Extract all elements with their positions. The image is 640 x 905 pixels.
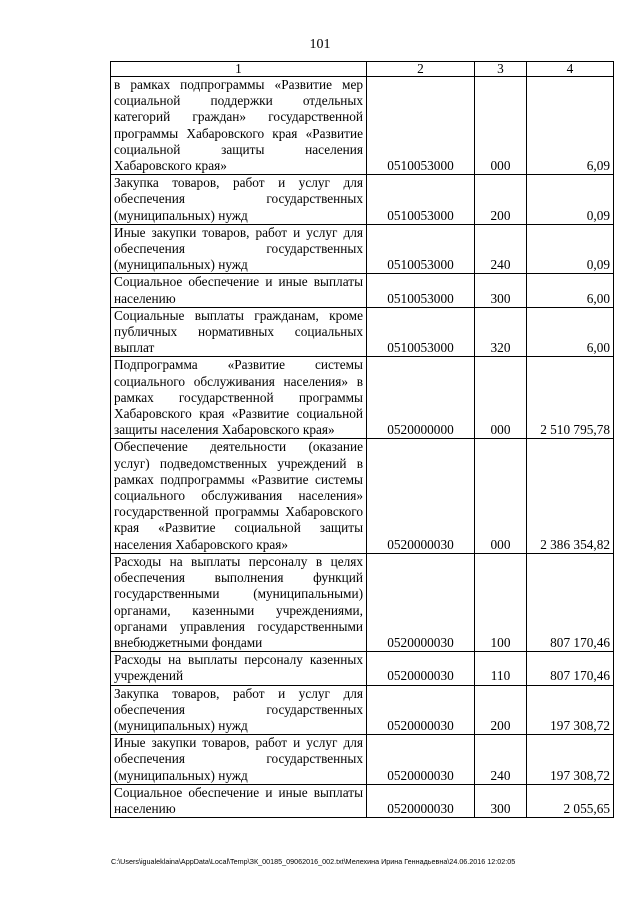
row-expense-type: 000: [475, 77, 527, 175]
row-description: Социальные выплаты гражданам, кроме публичных нормативных социальных выплат: [111, 307, 367, 357]
row-expense-type: 320: [475, 307, 527, 357]
row-target-code: 0520000000: [367, 357, 475, 439]
row-description: Закупка товаров, работ и услуг для обеспечения государственных (муниципальных) нужд: [111, 175, 367, 225]
table-row: [111, 439, 614, 553]
row-description: Обеспечение деятельности (оказание услуг) подведомственных учреждений в рамках подпрограммы «Развитие системы социального обслуживания населения» государственной программы Хабаровского края «Развитие социальной защиты населения Хабаровского края»: [111, 439, 367, 553]
row-description: Подпрограмма «Развитие системы социального обслуживания населения» в рамках государственной программы Хабаровского края «Развитие социальной защиты населения Хабаровского края»: [111, 357, 367, 439]
table-row: [111, 652, 614, 685]
row-amount: 197 308,72: [527, 685, 614, 735]
table-row: [111, 307, 614, 357]
row-amount: 0,09: [527, 224, 614, 274]
row-expense-type: 240: [475, 735, 527, 785]
column-header-1: 1: [111, 62, 367, 77]
row-expense-type: 110: [475, 652, 527, 685]
row-description: Расходы на выплаты персоналу в целях обеспечения выполнения функций государственными (муниципальными) органами, казенными учреждениями, органами управления государственными внебюджетными фондами: [111, 553, 367, 651]
row-description: Социальное обеспечение и иные выплаты населению: [111, 784, 367, 817]
row-target-code: 0520000030: [367, 553, 475, 651]
table-row: [111, 175, 614, 225]
header-row: [111, 62, 614, 77]
row-amount: 807 170,46: [527, 652, 614, 685]
row-expense-type: 200: [475, 175, 527, 225]
table-row: [111, 274, 614, 307]
page-number: 101: [309, 37, 331, 52]
row-amount: 2 510 795,78: [527, 357, 614, 439]
row-description: Социальное обеспечение и иные выплаты населению: [111, 274, 367, 307]
table-row: [111, 357, 614, 439]
budget-table: [110, 61, 614, 818]
row-description: в рамках подпрограммы «Развитие мер социальной поддержки отдельных категорий граждан» государственной программы Хабаровского края «Развитие социальной защиты населения Хабаровского края»: [111, 77, 367, 175]
row-amount: 807 170,46: [527, 553, 614, 651]
row-target-code: 0510053000: [367, 307, 475, 357]
row-amount: 2 386 354,82: [527, 439, 614, 553]
row-description: Иные закупки товаров, работ и услуг для обеспечения государственных (муниципальных) нужд: [111, 224, 367, 274]
row-target-code: 0510053000: [367, 224, 475, 274]
row-target-code: 0510053000: [367, 175, 475, 225]
row-amount: 6,00: [527, 307, 614, 357]
row-target-code: 0510053000: [367, 274, 475, 307]
row-description: Расходы на выплаты персоналу казенных учреждений: [111, 652, 367, 685]
table-row: [111, 77, 614, 175]
table-row: [111, 224, 614, 274]
row-expense-type: 300: [475, 784, 527, 817]
row-target-code: 0520000030: [367, 439, 475, 553]
row-amount: 0,09: [527, 175, 614, 225]
table-row: [111, 685, 614, 735]
column-header-3: 3: [475, 62, 527, 77]
row-amount: 197 308,72: [527, 735, 614, 785]
row-expense-type: 000: [475, 357, 527, 439]
table-row: [111, 784, 614, 817]
row-target-code: 0520000030: [367, 685, 475, 735]
row-description: Иные закупки товаров, работ и услуг для обеспечения государственных (муниципальных) нужд: [111, 735, 367, 785]
row-expense-type: 000: [475, 439, 527, 553]
row-expense-type: 100: [475, 553, 527, 651]
file-path-footer: C:\Users\igualeklaina\AppData\Local\Temp\ЗК_00185_09062016_002.txt\Мелехина Ирина Геннадьевна\24.06.2016 12:02:05: [111, 857, 516, 866]
row-expense-type: 240: [475, 224, 527, 274]
table-row: [111, 553, 614, 651]
row-amount: 6,00: [527, 274, 614, 307]
row-target-code: 0520000030: [367, 784, 475, 817]
row-target-code: 0510053000: [367, 77, 475, 175]
row-description: Закупка товаров, работ и услуг для обеспечения государственных (муниципальных) нужд: [111, 685, 367, 735]
table-row: [111, 735, 614, 785]
row-target-code: 0520000030: [367, 735, 475, 785]
row-expense-type: 300: [475, 274, 527, 307]
row-target-code: 0520000030: [367, 652, 475, 685]
row-expense-type: 200: [475, 685, 527, 735]
column-header-4: 4: [527, 62, 614, 77]
row-amount: 6,09: [527, 77, 614, 175]
row-amount: 2 055,65: [527, 784, 614, 817]
column-header-2: 2: [367, 62, 475, 77]
